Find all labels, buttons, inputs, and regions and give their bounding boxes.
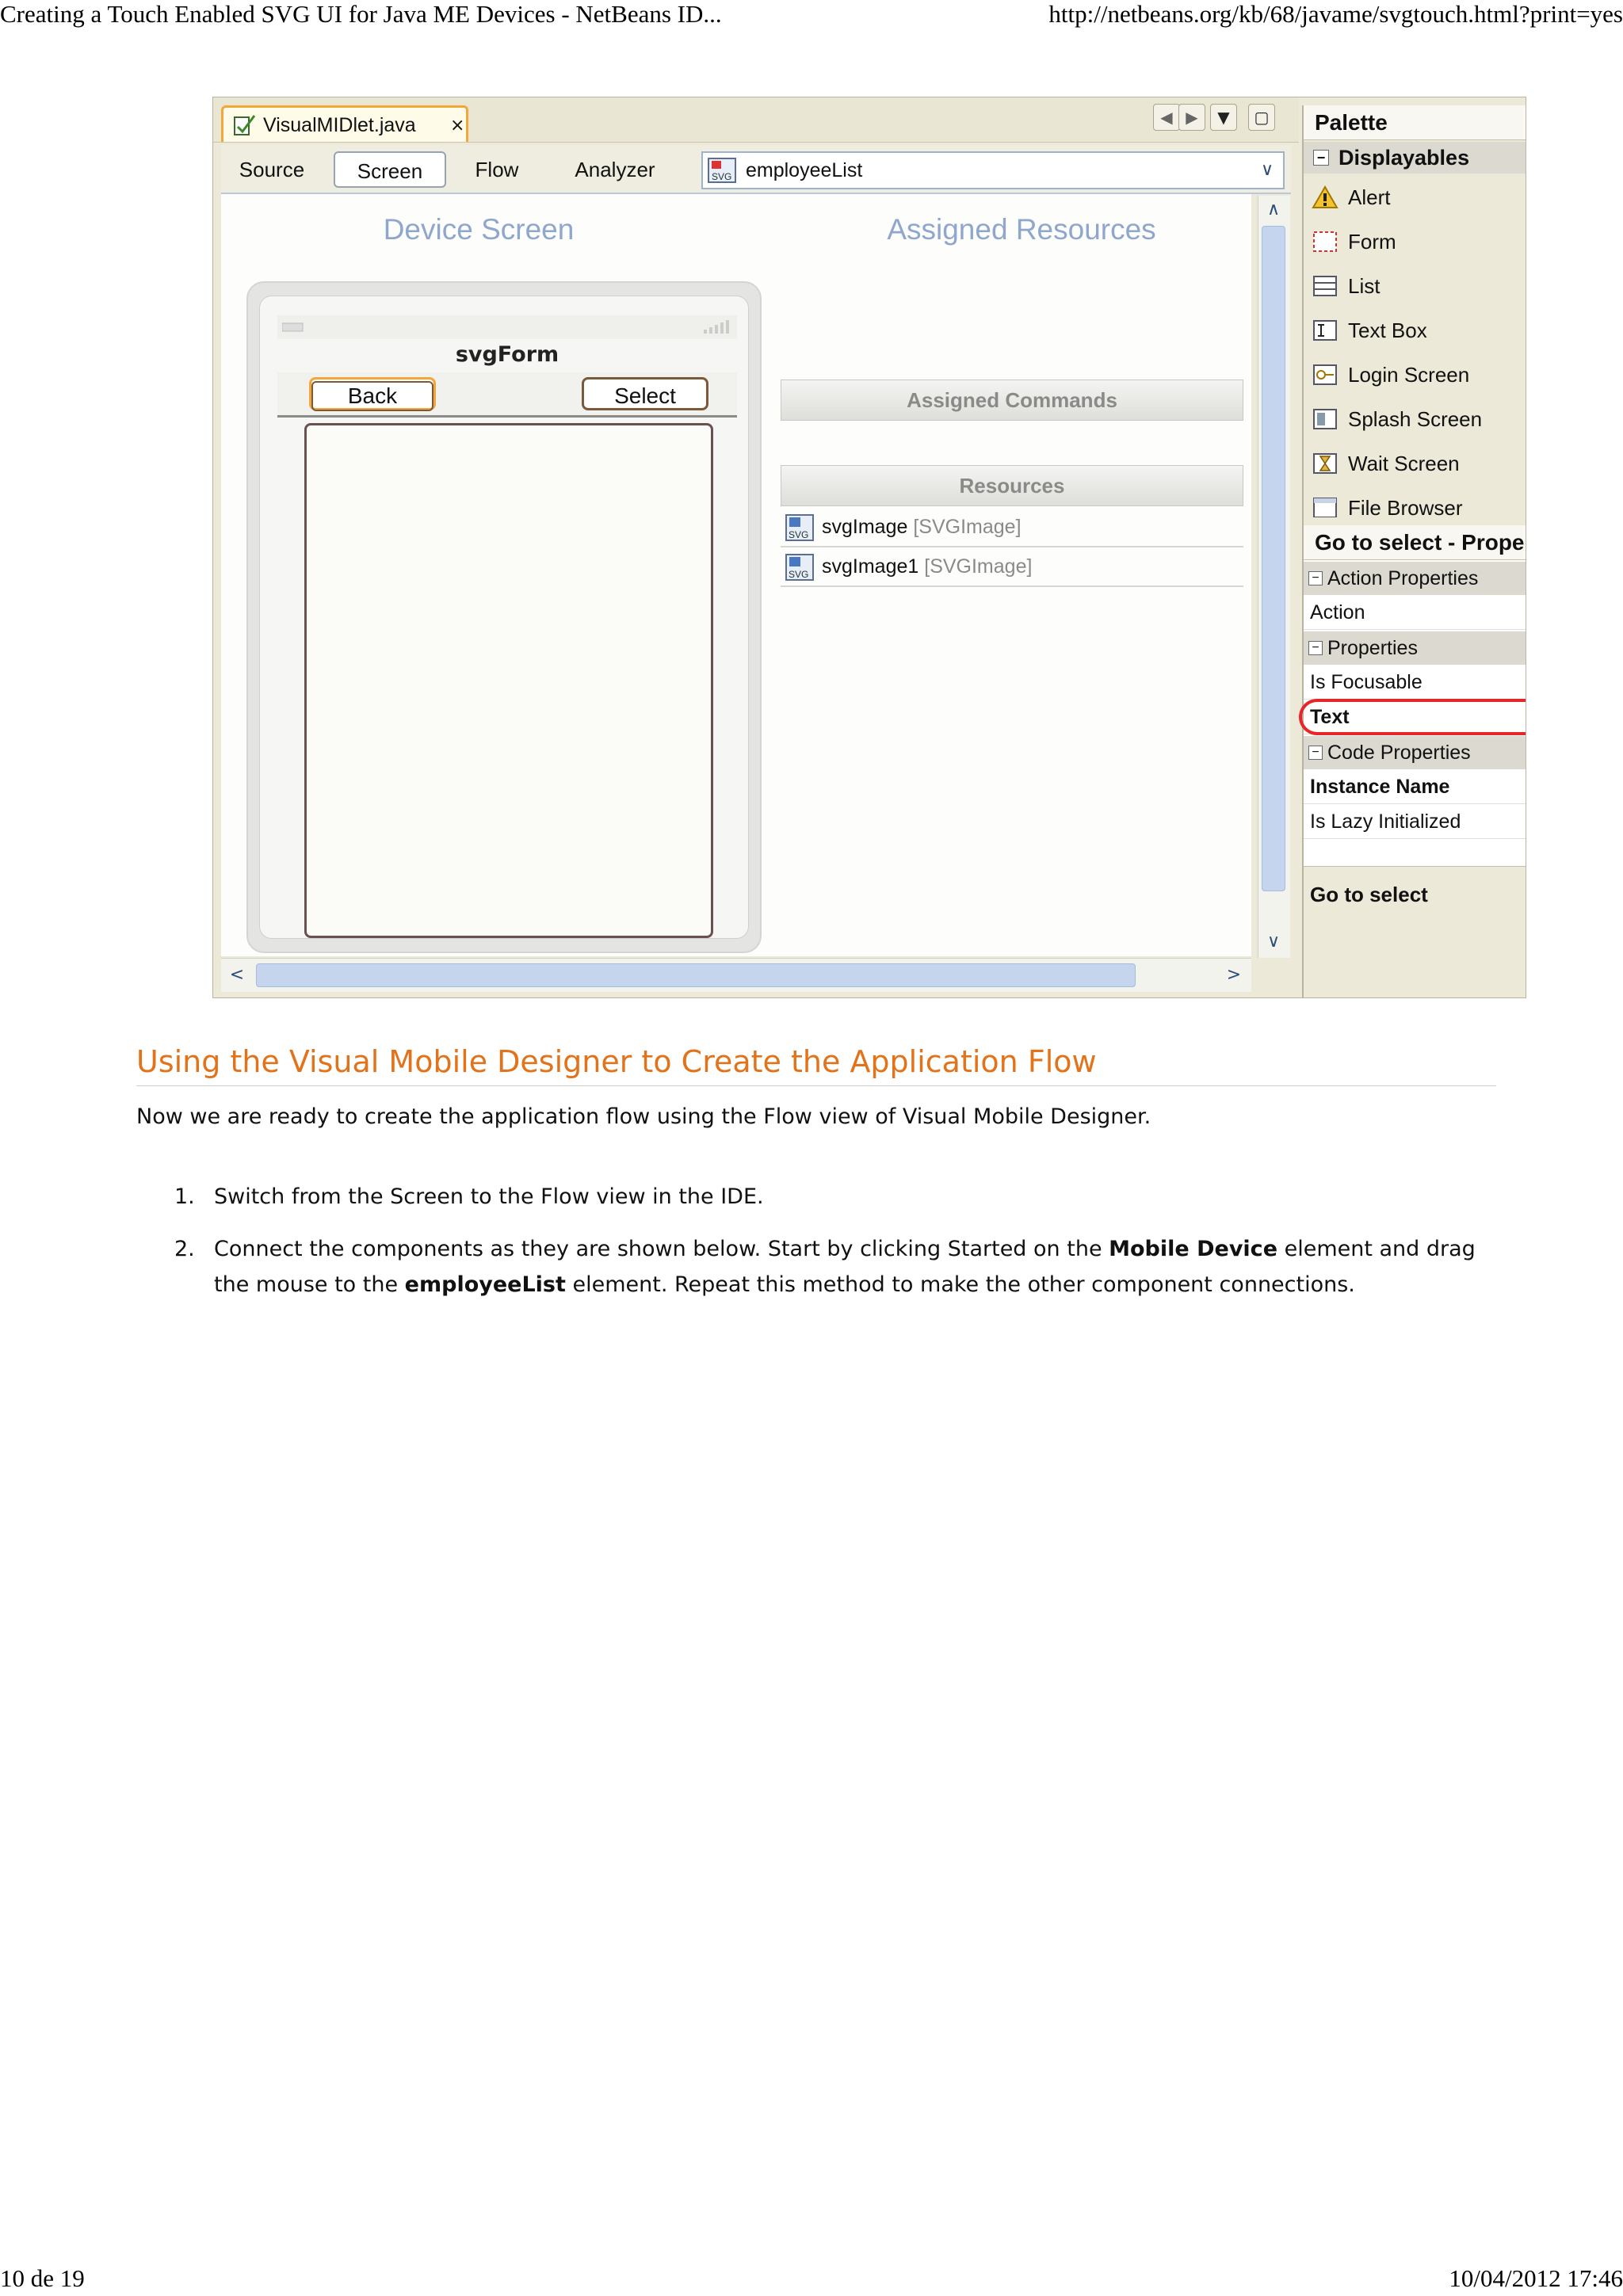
- resource-row[interactable]: [781, 547, 1243, 587]
- text-box-icon: [1312, 318, 1338, 342]
- device-frame: [246, 281, 762, 953]
- back-button-label: Back: [311, 381, 433, 411]
- resource-type: [SVGImage]: [924, 555, 1033, 578]
- scroll-right-icon[interactable]: >: [1226, 965, 1242, 985]
- chevron-down-icon[interactable]: ∨: [1260, 160, 1274, 180]
- hourglass-icon: [1312, 452, 1338, 475]
- horizontal-scroll-thumb[interactable]: [256, 963, 1136, 987]
- property-row-is-lazy-initialized[interactable]: Is Lazy Initialized: [1304, 804, 1526, 839]
- ide-screenshot: [212, 97, 1526, 998]
- svg-image-icon: [785, 514, 814, 541]
- palette-item-text-box[interactable]: [1304, 308, 1526, 353]
- properties-category-label: Action Properties: [1327, 567, 1479, 589]
- collapse-icon[interactable]: −: [1308, 641, 1323, 655]
- palette-item-label: Text Box: [1348, 318, 1427, 342]
- list-number: 2.: [174, 1237, 195, 1261]
- svg-text:SVG: SVG: [789, 569, 809, 580]
- palette-item-label: File Browser: [1348, 496, 1463, 517]
- property-row-text[interactable]: Text: [1304, 700, 1526, 734]
- back-button[interactable]: [309, 377, 436, 410]
- screen-selector-combo[interactable]: [701, 151, 1285, 189]
- scroll-tabs-right-icon[interactable]: ▶: [1178, 104, 1205, 131]
- highlight-circle: [1299, 699, 1526, 735]
- palette-category-label: Displayables: [1338, 146, 1470, 170]
- properties-title: Go to select - Prope: [1304, 525, 1526, 560]
- property-row-instance-name[interactable]: Instance Name: [1304, 769, 1526, 804]
- assigned-commands-bar[interactable]: Assigned Commands: [781, 379, 1243, 421]
- assigned-resources-heading: Assigned Resources: [887, 213, 1156, 246]
- properties-category-label: Code Properties: [1327, 742, 1471, 764]
- resource-name: svgImage1: [822, 555, 919, 578]
- properties-panel: [1304, 525, 1526, 910]
- soft-command-bar: [277, 372, 737, 418]
- properties-category-code[interactable]: [1304, 736, 1526, 769]
- resource-name: svgImage: [822, 516, 908, 538]
- scroll-up-icon[interactable]: ∧: [1266, 200, 1281, 219]
- device-status-bar: [277, 315, 737, 339]
- select-button[interactable]: Select: [582, 377, 708, 410]
- svg-text:SVG: SVG: [789, 529, 809, 540]
- svg-image-icon: [785, 554, 814, 581]
- tab-analyzer[interactable]: Analyzer: [575, 158, 655, 181]
- signal-icon: [704, 318, 732, 334]
- device-screen-area: [304, 423, 713, 938]
- palette-item-alert[interactable]: [1304, 175, 1526, 219]
- collapse-icon[interactable]: −: [1308, 571, 1323, 585]
- key-icon: [1312, 363, 1338, 387]
- palette-item-label: Wait Screen: [1348, 452, 1460, 475]
- horizontal-scrollbar[interactable]: [221, 958, 1251, 992]
- splash-screen-icon: [1312, 407, 1338, 431]
- palette-item-label: Alert: [1348, 185, 1391, 209]
- section-title: Using the Visual Mobile Designer to Create the Application Flow: [136, 1044, 1496, 1086]
- properties-category-properties[interactable]: [1304, 631, 1526, 665]
- list-text: [214, 1231, 1490, 1302]
- intro-paragraph: Now we are ready to create the application flow using the Flow view of Visual Mobile Designer.: [136, 1104, 1151, 1129]
- scroll-left-icon[interactable]: <: [229, 965, 245, 985]
- device-screen-heading: Device Screen: [383, 213, 575, 246]
- properties-category-label: Properties: [1327, 637, 1418, 659]
- page-header-title: Creating a Touch Enabled SVG UI for Java ME Devices - NetBeans ID...: [0, 0, 722, 28]
- collapse-icon[interactable]: −: [1308, 746, 1323, 760]
- palette-item-label: List: [1348, 274, 1381, 298]
- svg-component-icon: [708, 158, 736, 183]
- palette-panel: [1302, 105, 1526, 997]
- resource-row[interactable]: [781, 508, 1243, 547]
- form-name: svgForm: [455, 342, 559, 367]
- page-number: 10 de 19: [0, 2264, 85, 2292]
- screen-selector-value: employeeList: [746, 159, 863, 181]
- palette-item-login-screen[interactable]: [1304, 353, 1526, 397]
- palette-category-displayables[interactable]: [1304, 142, 1526, 174]
- list-text-bold: Mobile Device: [1109, 1237, 1278, 1261]
- palette-title: Palette: [1304, 105, 1526, 140]
- print-datetime: 10/04/2012 17:46: [1449, 2264, 1623, 2292]
- form-icon: [1312, 230, 1338, 254]
- editor-tab-strip: [213, 97, 1299, 143]
- close-tab-icon[interactable]: ×: [450, 116, 465, 135]
- properties-category-action[interactable]: [1304, 562, 1526, 595]
- svg-text:SVG: SVG: [712, 171, 732, 182]
- tab-screen[interactable]: Screen: [334, 151, 446, 188]
- palette-item-list[interactable]: [1304, 264, 1526, 308]
- list-text-part: element. Repeat this method to make the other component connections.: [565, 1272, 1355, 1297]
- alert-icon: [1312, 185, 1338, 209]
- file-tab[interactable]: [221, 105, 468, 142]
- resource-type: [SVGImage]: [913, 516, 1022, 538]
- file-browser-icon: [1312, 496, 1338, 517]
- palette-item-splash-screen[interactable]: [1304, 397, 1526, 441]
- palette-item-label: Form: [1348, 230, 1396, 254]
- java-file-icon: [233, 114, 257, 136]
- scroll-tabs-left-icon[interactable]: ◀: [1153, 104, 1180, 131]
- file-tab-label: VisualMIDlet.java: [263, 114, 416, 136]
- page-header-url: http://netbeans.org/kb/68/javame/svgtouch.html?print=yes: [1048, 0, 1623, 28]
- property-row-action[interactable]: Action: [1304, 595, 1526, 630]
- list-text: Switch from the Screen to the Flow view in the IDE.: [214, 1184, 764, 1209]
- list-text-bold: employeeList: [404, 1272, 566, 1297]
- palette-item-file-browser[interactable]: [1304, 486, 1526, 517]
- device-inner: [259, 296, 749, 939]
- palette-item-label: Login Screen: [1348, 363, 1470, 387]
- tab-list-dropdown-icon[interactable]: ▼: [1210, 104, 1237, 131]
- tab-flow[interactable]: Flow: [475, 158, 519, 181]
- designer-canvas: [221, 194, 1251, 956]
- battery-icon: [282, 322, 306, 333]
- palette-item-label: Splash Screen: [1348, 407, 1483, 431]
- vertical-scrollbar[interactable]: [1258, 196, 1290, 958]
- property-description: Go to select: [1304, 866, 1526, 990]
- list-number: 1.: [174, 1184, 195, 1209]
- tab-source[interactable]: Source: [239, 158, 305, 181]
- scroll-down-icon[interactable]: ∨: [1266, 932, 1281, 952]
- collapse-icon[interactable]: −: [1313, 150, 1329, 166]
- list-icon: [1312, 274, 1338, 298]
- palette-item-form[interactable]: [1304, 219, 1526, 264]
- maximize-window-icon[interactable]: ▢: [1248, 104, 1275, 131]
- list-text-part: Connect the components as they are shown below. Start by clicking Started on the: [214, 1237, 1109, 1261]
- palette-item-wait-screen[interactable]: [1304, 441, 1526, 486]
- vertical-scroll-thumb[interactable]: [1262, 226, 1285, 891]
- list-text-part: element and drag the mouse to the: [214, 1237, 1476, 1297]
- editor-pane: [213, 97, 1299, 997]
- property-row-is-focusable[interactable]: Is Focusable: [1304, 665, 1526, 700]
- resources-bar[interactable]: Resources: [781, 465, 1243, 506]
- view-toolbar: [221, 145, 1291, 194]
